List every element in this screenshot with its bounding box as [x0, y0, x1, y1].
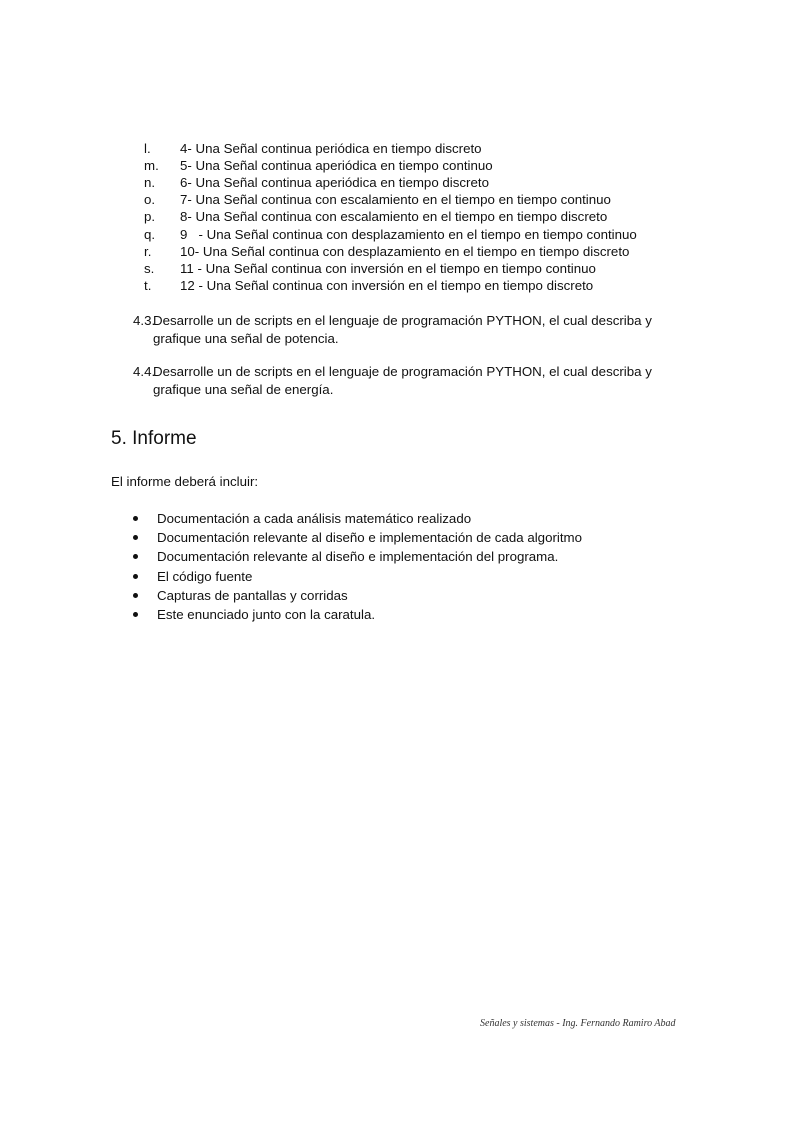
- list-marker: n.: [144, 175, 156, 190]
- paragraph-number: 4.4.: [133, 364, 156, 379]
- list-marker: r.: [144, 244, 152, 259]
- bullet-icon: [133, 535, 138, 540]
- section-heading: 5. Informe: [111, 428, 197, 449]
- section-intro: El informe deberá incluir:: [111, 474, 259, 489]
- bullet-icon: [133, 554, 138, 559]
- list-marker: q.: [144, 227, 156, 242]
- bullet-icon: [133, 516, 138, 521]
- paragraph-text: Desarrolle un de scripts en el lenguaje de programación PYTHON, el cual describa y grafique una señal de energía.: [153, 364, 652, 397]
- list-marker: t.: [144, 278, 152, 293]
- bullet-icon: [133, 593, 138, 598]
- bullet-text: Documentación relevante al diseño e implementación de cada algoritmo: [157, 530, 583, 545]
- paragraph-4-4: [133, 363, 703, 399]
- list-text: 5- Una Señal continua aperiódica en tiempo continuo: [180, 158, 493, 173]
- list-text: 11 - Una Señal continua con inversión en el tiempo en tiempo continuo: [180, 261, 596, 276]
- list-marker: m.: [144, 158, 159, 173]
- paragraph-4-3: [133, 312, 703, 348]
- bullet-text: El código fuente: [157, 569, 253, 584]
- paragraph-number: 4.3.: [133, 313, 156, 328]
- bullet-text: Documentación relevante al diseño e implementación del programa.: [157, 549, 559, 564]
- paragraph-text: Desarrolle un de scripts en el lenguaje de programación PYTHON, el cual describa y grafique una señal de potencia.: [153, 313, 652, 346]
- list-text: 12 - Una Señal continua con inversión en el tiempo en tiempo discreto: [180, 278, 594, 293]
- list-marker: o.: [144, 192, 156, 207]
- list-marker: p.: [144, 209, 156, 224]
- list-marker: s.: [144, 261, 155, 276]
- bullet-icon: [133, 574, 138, 579]
- bullet-text: Este enunciado junto con la caratula.: [157, 607, 376, 622]
- list-text: 7- Una Señal continua con escalamiento en el tiempo en tiempo continuo: [180, 192, 611, 207]
- list-marker: l.: [144, 141, 151, 156]
- list-text: 4- Una Señal continua periódica en tiempo discreto: [180, 141, 482, 156]
- page-footer: Señales y sistemas - Ing. Fernando Ramiro Abad: [480, 1018, 676, 1029]
- bullet-icon: [133, 612, 138, 617]
- list-text: 6- Una Señal continua aperiódica en tiempo discreto: [180, 175, 489, 190]
- list-text: 9 - Una Señal continua con desplazamiento en el tiempo en tiempo continuo: [180, 227, 637, 242]
- list-text: 8- Una Señal continua con escalamiento en el tiempo en tiempo discreto: [180, 209, 608, 224]
- bullet-text: Documentación a cada análisis matemático realizado: [157, 511, 472, 526]
- list-text: 10- Una Señal continua con desplazamiento en el tiempo en tiempo discreto: [180, 244, 630, 259]
- bullet-text: Capturas de pantallas y corridas: [157, 588, 348, 603]
